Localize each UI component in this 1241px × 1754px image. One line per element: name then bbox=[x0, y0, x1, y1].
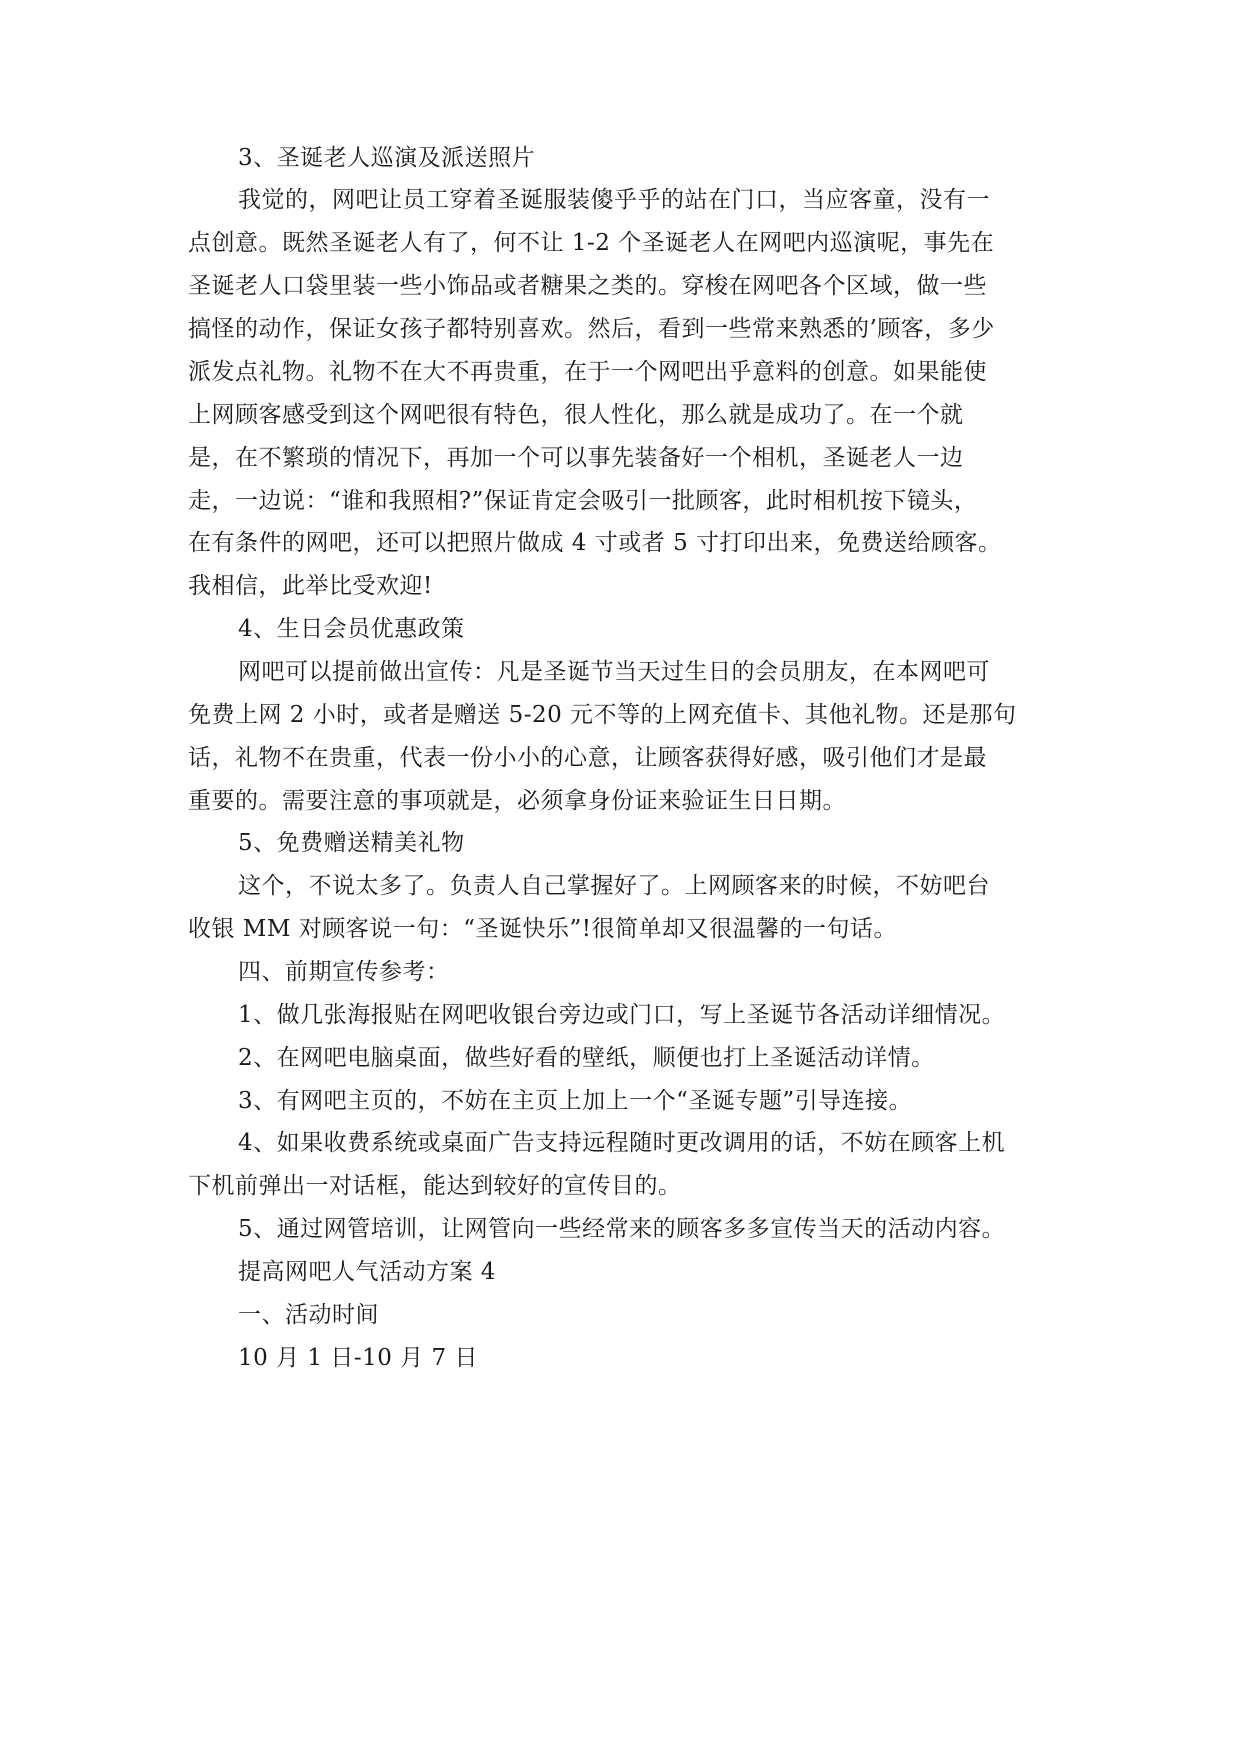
paragraph-line: 搞怪的动作，保证女孩子都特别喜欢。然后，看到一些常来熟悉的’顾客，多少 bbox=[188, 316, 995, 342]
paragraph-line: 这个，不说太多了。负责人自己掌握好了。上网顾客来的时候，不妨吧台 bbox=[238, 873, 990, 899]
paragraph-line: 走，一边说：“谁和我照相?”保证肯定会吸引一批顾客，此时相机按下镜头， bbox=[188, 488, 978, 514]
plan-title: 提高网吧人气活动方案 4 bbox=[238, 1259, 496, 1285]
list-item: 5、通过网管培训，让网管向一些经常来的顾客多多宣传当天的活动内容。 bbox=[238, 1216, 1006, 1242]
list-item-continuation: 下机前弹出一对话框，能达到较好的宣传目的。 bbox=[188, 1173, 682, 1199]
list-item: 2、在网吧电脑桌面，做些好看的壁纸，顺便也打上圣诞活动详情。 bbox=[238, 1045, 935, 1071]
paragraph-line: 网吧可以提前做出宣传：凡是圣诞节当天过生日的会员朋友，在本网吧可 bbox=[238, 659, 990, 685]
section-heading-santa-tour: 3、圣诞老人巡演及派送照片 bbox=[238, 145, 536, 171]
paragraph-line: 是，在不繁琐的情况下，再加一个可以事先装备好一个相机，圣诞老人一边 bbox=[188, 445, 964, 471]
section-heading-gifts: 5、免费赠送精美礼物 bbox=[238, 830, 465, 856]
paragraph-line: 点创意。既然圣诞老人有了，何不让 1-2 个圣诞老人在网吧内巡演呢，事先在 bbox=[188, 230, 995, 256]
paragraph-line: 重要的。需要注意的事项就是，必须拿身份证来验证生日日期。 bbox=[188, 788, 846, 814]
paragraph-line: 圣诞老人口袋里装一些小饰品或者糖果之类的。穿梭在网吧各个区域，做一些 bbox=[188, 273, 987, 299]
list-item: 4、如果收费系统或桌面广告支持远程随时更改调用的话，不妨在顾客上机 bbox=[238, 1130, 1006, 1156]
paragraph-line: 我觉的，网吧让员工穿着圣诞服装傻乎乎的站在门口，当应客童，没有一 bbox=[238, 187, 990, 213]
paragraph-line: 派发点礼物。礼物不在大不再贵重，在于一个网吧出乎意料的创意。如果能使 bbox=[188, 359, 987, 385]
list-item: 1、做几张海报贴在网吧收银台旁边或门口，写上圣诞节各活动详细情况。 bbox=[238, 1002, 1006, 1028]
event-date-range: 10 月 1 日-10 月 7 日 bbox=[238, 1345, 478, 1371]
paragraph-line: 话，礼物不在贵重，代表一份小小的心意，让顾客获得好感，吸引他们才是最 bbox=[188, 745, 987, 771]
paragraph-line: 收银 MM 对顾客说一句：“圣诞快乐”!很简单却又很温馨的一句话。 bbox=[188, 916, 897, 942]
paragraph-line: 我相信，此举比受欢迎! bbox=[188, 573, 433, 599]
paragraph-line: 上网顾客感受到这个网吧很有特色，很人性化，那么就是成功了。在一个就 bbox=[188, 402, 964, 428]
section-heading-time: 一、活动时间 bbox=[238, 1302, 379, 1328]
paragraph-line: 免费上网 2 小时，或者是赠送 5-20 元不等的上网充值卡、其他礼物。还是那句 bbox=[188, 702, 1017, 728]
list-item: 3、有网吧主页的，不妨在主页上加上一个“圣诞专题”引导连接。 bbox=[238, 1088, 913, 1114]
section-heading-promotion: 四、前期宣传参考： bbox=[238, 959, 450, 985]
section-heading-birthday: 4、生日会员优惠政策 bbox=[238, 616, 465, 642]
paragraph-line: 在有条件的网吧，还可以把照片做成 4 寸或者 5 寸打印出来，免费送给顾客。 bbox=[188, 530, 1002, 556]
